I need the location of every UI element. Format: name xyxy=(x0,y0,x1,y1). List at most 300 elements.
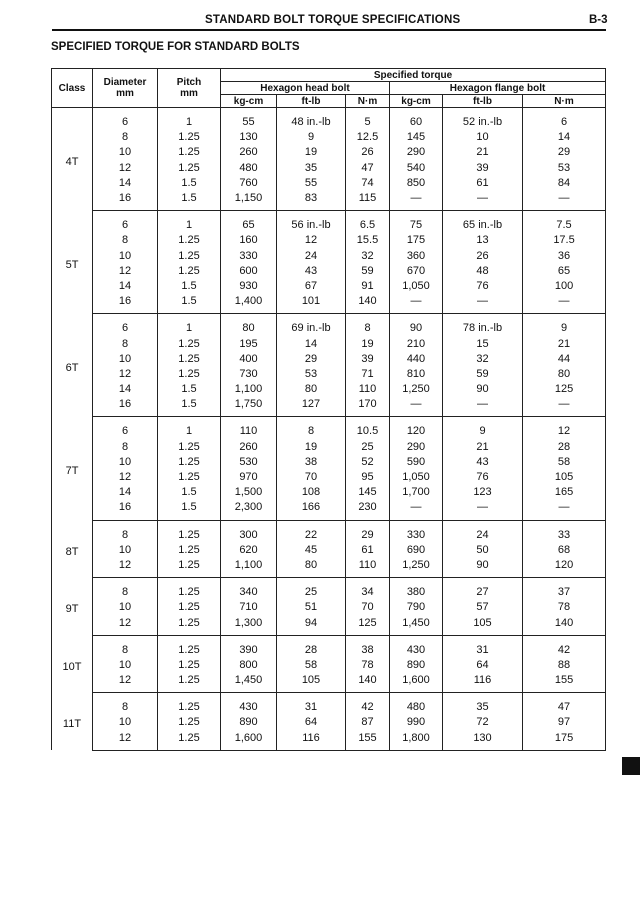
head-kgcm-cell: 1,100 xyxy=(221,382,277,397)
pitch-cell: 1.25 xyxy=(158,440,221,455)
flange-kgcm-cell: — xyxy=(390,294,443,314)
head-ftlb-cell: 51 xyxy=(277,600,346,615)
table-row xyxy=(52,108,606,131)
head-kgcm-cell: 1,150 xyxy=(221,191,277,211)
table-row xyxy=(52,352,606,367)
class-cell: 9T xyxy=(52,578,93,636)
head-nm-cell: 32 xyxy=(346,249,390,264)
flange-nm-cell: 6 xyxy=(523,108,606,131)
head-kgcm-cell: 390 xyxy=(221,635,277,658)
flange-ftlb-cell: 26 xyxy=(443,249,523,264)
flange-kgcm-cell: 690 xyxy=(390,543,443,558)
flange-nm-cell: 37 xyxy=(523,578,606,601)
pitch-header xyxy=(158,69,221,108)
flange-kgcm-cell: 670 xyxy=(390,264,443,279)
pitch-cell: 1.25 xyxy=(158,352,221,367)
pitch-label: Pitch xyxy=(176,77,202,88)
flange-kgcm-cell: 1,250 xyxy=(390,382,443,397)
table-row xyxy=(52,382,606,397)
diameter-cell: 12 xyxy=(93,558,158,578)
flange-nm-cell: 28 xyxy=(523,440,606,455)
head-kgcm-cell: 890 xyxy=(221,715,277,730)
flange-kgcm-cell: 1,600 xyxy=(390,673,443,693)
pitch-cell: 1.5 xyxy=(158,191,221,211)
head-kgcm-cell: 2,300 xyxy=(221,500,277,520)
head-ftlb-cell: 83 xyxy=(277,191,346,211)
head-nm-cell: 52 xyxy=(346,455,390,470)
torque-table xyxy=(51,68,606,751)
flange-kgcm-cell: 810 xyxy=(390,367,443,382)
flange-nm-cell: 21 xyxy=(523,336,606,351)
head-nm-cell: 10.5 xyxy=(346,417,390,440)
diameter-cell: 12 xyxy=(93,264,158,279)
class-header: Class xyxy=(52,69,93,108)
diameter-cell: 10 xyxy=(93,455,158,470)
pitch-cell: 1 xyxy=(158,314,221,337)
head-ftlb-cell: 56 in.-lb xyxy=(277,211,346,234)
table-row xyxy=(52,440,606,455)
flange-ftlb-cell: 78 in.-lb xyxy=(443,314,523,337)
flange-ftlb-cell: 130 xyxy=(443,731,523,751)
pitch-cell: 1.5 xyxy=(158,397,221,417)
unit-header: ft-lb xyxy=(277,95,346,108)
diameter-cell: 16 xyxy=(93,500,158,520)
pitch-cell: 1.25 xyxy=(158,145,221,160)
unit-header: N·m xyxy=(523,95,606,108)
pitch-cell: 1.25 xyxy=(158,455,221,470)
table-row xyxy=(52,543,606,558)
flange-ftlb-cell: 65 in.-lb xyxy=(443,211,523,234)
table-row xyxy=(52,211,606,234)
header-rule xyxy=(52,29,606,31)
head-nm-cell: 34 xyxy=(346,578,390,601)
diameter-cell: 6 xyxy=(93,417,158,440)
head-nm-cell: 110 xyxy=(346,382,390,397)
head-nm-cell: 25 xyxy=(346,440,390,455)
pitch-cell: 1.25 xyxy=(158,558,221,578)
flange-kgcm-cell: 1,700 xyxy=(390,485,443,500)
head-kgcm-cell: 730 xyxy=(221,367,277,382)
head-kgcm-cell: 1,100 xyxy=(221,558,277,578)
table-row xyxy=(52,145,606,160)
pitch-cell: 1.25 xyxy=(158,600,221,615)
head-kgcm-cell: 760 xyxy=(221,176,277,191)
flange-nm-cell: — xyxy=(523,294,606,314)
flange-ftlb-cell: 72 xyxy=(443,715,523,730)
pitch-cell: 1.25 xyxy=(158,615,221,635)
pitch-cell: 1.25 xyxy=(158,658,221,673)
head-ftlb-cell: 22 xyxy=(277,520,346,543)
table-row xyxy=(52,715,606,730)
head-nm-cell: 19 xyxy=(346,336,390,351)
pitch-cell: 1.25 xyxy=(158,520,221,543)
flange-ftlb-cell: 13 xyxy=(443,233,523,248)
head-kgcm-cell: 300 xyxy=(221,520,277,543)
flange-nm-cell: — xyxy=(523,397,606,417)
flange-ftlb-cell: 21 xyxy=(443,145,523,160)
class-cell: 5T xyxy=(52,211,93,314)
table-row xyxy=(52,130,606,145)
flange-nm-cell: 155 xyxy=(523,673,606,693)
pitch-cell: 1.5 xyxy=(158,294,221,314)
pitch-cell: 1.5 xyxy=(158,500,221,520)
pitch-cell: 1 xyxy=(158,417,221,440)
table-row xyxy=(52,279,606,294)
table-row xyxy=(52,336,606,351)
flange-nm-cell: 125 xyxy=(523,382,606,397)
head-ftlb-cell: 14 xyxy=(277,336,346,351)
head-nm-cell: 91 xyxy=(346,279,390,294)
flange-nm-cell: 42 xyxy=(523,635,606,658)
pitch-cell: 1.25 xyxy=(158,367,221,382)
diameter-cell: 16 xyxy=(93,294,158,314)
flange-ftlb-cell: 90 xyxy=(443,382,523,397)
flange-kgcm-cell: 75 xyxy=(390,211,443,234)
flange-ftlb-cell: 43 xyxy=(443,455,523,470)
flange-kgcm-cell: 145 xyxy=(390,130,443,145)
flange-kgcm-cell: 290 xyxy=(390,440,443,455)
table-row xyxy=(52,314,606,337)
flange-kgcm-cell: 175 xyxy=(390,233,443,248)
flange-nm-cell: 97 xyxy=(523,715,606,730)
head-kgcm-cell: 930 xyxy=(221,279,277,294)
head-ftlb-cell: 48 in.-lb xyxy=(277,108,346,131)
diameter-cell: 14 xyxy=(93,279,158,294)
flange-ftlb-cell: 48 xyxy=(443,264,523,279)
table-row xyxy=(52,176,606,191)
flange-kgcm-cell: 850 xyxy=(390,176,443,191)
flange-kgcm-cell: 90 xyxy=(390,314,443,337)
pitch-cell: 1.25 xyxy=(158,543,221,558)
diameter-cell: 14 xyxy=(93,382,158,397)
flange-ftlb-cell: 64 xyxy=(443,658,523,673)
table-row xyxy=(52,249,606,264)
class-cell: 4T xyxy=(52,108,93,211)
head-nm-cell: 78 xyxy=(346,658,390,673)
head-ftlb-cell: 94 xyxy=(277,615,346,635)
head-ftlb-cell: 69 in.-lb xyxy=(277,314,346,337)
flange-ftlb-cell: 116 xyxy=(443,673,523,693)
head-ftlb-cell: 101 xyxy=(277,294,346,314)
flange-ftlb-cell: 31 xyxy=(443,635,523,658)
head-nm-cell: 70 xyxy=(346,600,390,615)
head-nm-cell: 47 xyxy=(346,161,390,176)
flange-ftlb-cell: 76 xyxy=(443,279,523,294)
head-kgcm-cell: 110 xyxy=(221,417,277,440)
head-ftlb-cell: 166 xyxy=(277,500,346,520)
flange-nm-cell: — xyxy=(523,500,606,520)
flange-ftlb-cell: 52 in.-lb xyxy=(443,108,523,131)
flange-ftlb-cell: 27 xyxy=(443,578,523,601)
head-kgcm-cell: 340 xyxy=(221,578,277,601)
head-kgcm-cell: 55 xyxy=(221,108,277,131)
head-nm-cell: 8 xyxy=(346,314,390,337)
head-ftlb-cell: 55 xyxy=(277,176,346,191)
pitch-cell: 1.25 xyxy=(158,635,221,658)
flange-ftlb-cell: — xyxy=(443,397,523,417)
head-ftlb-cell: 8 xyxy=(277,417,346,440)
flange-ftlb-cell: 21 xyxy=(443,440,523,455)
flange-nm-cell: 120 xyxy=(523,558,606,578)
head-ftlb-cell: 43 xyxy=(277,264,346,279)
flange-kgcm-cell: 290 xyxy=(390,145,443,160)
pitch-cell: 1.25 xyxy=(158,233,221,248)
flange-kgcm-cell: 1,250 xyxy=(390,558,443,578)
head-nm-cell: 230 xyxy=(346,500,390,520)
diameter-cell: 8 xyxy=(93,578,158,601)
flange-kgcm-cell: — xyxy=(390,397,443,417)
pitch-cell: 1.25 xyxy=(158,130,221,145)
page-header-title: STANDARD BOLT TORQUE SPECIFICATIONS xyxy=(205,14,461,26)
diameter-cell: 12 xyxy=(93,731,158,751)
pitch-cell: 1 xyxy=(158,108,221,131)
pitch-cell: 1 xyxy=(158,211,221,234)
head-kgcm-cell: 400 xyxy=(221,352,277,367)
diameter-cell: 10 xyxy=(93,249,158,264)
flange-kgcm-cell: 1,050 xyxy=(390,279,443,294)
flange-nm-cell: 44 xyxy=(523,352,606,367)
head-nm-cell: 87 xyxy=(346,715,390,730)
unit-header: kg-cm xyxy=(221,95,277,108)
table-row xyxy=(52,635,606,658)
flange-ftlb-cell: 90 xyxy=(443,558,523,578)
flange-kgcm-cell: 590 xyxy=(390,455,443,470)
pitch-cell: 1.5 xyxy=(158,485,221,500)
table-row xyxy=(52,693,606,716)
diameter-cell: 12 xyxy=(93,615,158,635)
head-kgcm-cell: 800 xyxy=(221,658,277,673)
diameter-cell: 6 xyxy=(93,211,158,234)
flange-ftlb-cell: 59 xyxy=(443,367,523,382)
pitch-cell: 1.25 xyxy=(158,264,221,279)
section-title: SPECIFIED TORQUE FOR STANDARD BOLTS xyxy=(51,41,300,53)
head-nm-cell: 170 xyxy=(346,397,390,417)
diameter-cell: 12 xyxy=(93,161,158,176)
flange-ftlb-cell: 50 xyxy=(443,543,523,558)
head-ftlb-cell: 25 xyxy=(277,578,346,601)
flange-nm-cell: — xyxy=(523,191,606,211)
flange-nm-cell: 14 xyxy=(523,130,606,145)
pitch-cell: 1.5 xyxy=(158,382,221,397)
diameter-cell: 12 xyxy=(93,470,158,485)
head-nm-cell: 59 xyxy=(346,264,390,279)
head-ftlb-cell: 80 xyxy=(277,558,346,578)
head-kgcm-cell: 260 xyxy=(221,145,277,160)
diameter-cell: 16 xyxy=(93,397,158,417)
head-ftlb-cell: 105 xyxy=(277,673,346,693)
head-ftlb-cell: 67 xyxy=(277,279,346,294)
pitch-cell: 1.25 xyxy=(158,715,221,730)
diameter-cell: 8 xyxy=(93,336,158,351)
diameter-cell: 8 xyxy=(93,440,158,455)
diameter-header xyxy=(93,69,158,108)
flange-nm-cell: 84 xyxy=(523,176,606,191)
flange-ftlb-cell: 39 xyxy=(443,161,523,176)
table-row xyxy=(52,615,606,635)
flange-ftlb-cell: 24 xyxy=(443,520,523,543)
diameter-cell: 14 xyxy=(93,485,158,500)
flange-kgcm-cell: 330 xyxy=(390,520,443,543)
diameter-cell: 10 xyxy=(93,145,158,160)
flange-ftlb-cell: 35 xyxy=(443,693,523,716)
class-cell: 6T xyxy=(52,314,93,417)
head-ftlb-cell: 19 xyxy=(277,440,346,455)
flange-kgcm-cell: 890 xyxy=(390,658,443,673)
diameter-cell: 10 xyxy=(93,600,158,615)
head-nm-cell: 140 xyxy=(346,673,390,693)
flange-ftlb-cell: — xyxy=(443,191,523,211)
flange-ftlb-cell: 57 xyxy=(443,600,523,615)
head-kgcm-cell: 330 xyxy=(221,249,277,264)
head-ftlb-cell: 19 xyxy=(277,145,346,160)
table-row xyxy=(52,485,606,500)
head-kgcm-cell: 480 xyxy=(221,161,277,176)
head-kgcm-cell: 1,400 xyxy=(221,294,277,314)
head-nm-cell: 74 xyxy=(346,176,390,191)
head-nm-cell: 71 xyxy=(346,367,390,382)
head-ftlb-cell: 45 xyxy=(277,543,346,558)
head-ftlb-cell: 70 xyxy=(277,470,346,485)
table-row xyxy=(52,578,606,601)
table-row xyxy=(52,658,606,673)
diameter-cell: 14 xyxy=(93,176,158,191)
flange-kgcm-cell: 380 xyxy=(390,578,443,601)
diameter-label: Diameter xyxy=(103,77,147,88)
flange-kgcm-cell: 440 xyxy=(390,352,443,367)
head-nm-cell: 42 xyxy=(346,693,390,716)
head-kgcm-cell: 600 xyxy=(221,264,277,279)
head-ftlb-cell: 58 xyxy=(277,658,346,673)
flange-ftlb-cell: 61 xyxy=(443,176,523,191)
flange-nm-cell: 33 xyxy=(523,520,606,543)
flange-ftlb-cell: 105 xyxy=(443,615,523,635)
flange-ftlb-cell: — xyxy=(443,500,523,520)
flange-nm-cell: 65 xyxy=(523,264,606,279)
flange-kgcm-cell: — xyxy=(390,500,443,520)
head-kgcm-cell: 65 xyxy=(221,211,277,234)
head-ftlb-cell: 108 xyxy=(277,485,346,500)
head-ftlb-cell: 64 xyxy=(277,715,346,730)
flange-kgcm-cell: 1,450 xyxy=(390,615,443,635)
unit-header: kg-cm xyxy=(390,95,443,108)
table-row xyxy=(52,520,606,543)
diameter-cell: 8 xyxy=(93,693,158,716)
flange-nm-cell: 175 xyxy=(523,731,606,751)
head-nm-cell: 26 xyxy=(346,145,390,160)
flange-nm-cell: 78 xyxy=(523,600,606,615)
class-cell: 10T xyxy=(52,635,93,693)
flange-ftlb-cell: 32 xyxy=(443,352,523,367)
head-kgcm-cell: 1,450 xyxy=(221,673,277,693)
class-cell: 7T xyxy=(52,417,93,520)
diameter-cell: 8 xyxy=(93,520,158,543)
specified-torque-header: Specified torque xyxy=(221,69,606,82)
head-kgcm-cell: 1,600 xyxy=(221,731,277,751)
table-row xyxy=(52,294,606,314)
pitch-cell: 1.25 xyxy=(158,731,221,751)
pitch-cell: 1.25 xyxy=(158,249,221,264)
head-ftlb-cell: 9 xyxy=(277,130,346,145)
flange-nm-cell: 7.5 xyxy=(523,211,606,234)
flange-nm-cell: 36 xyxy=(523,249,606,264)
table-body xyxy=(52,108,606,751)
head-kgcm-cell: 530 xyxy=(221,455,277,470)
flange-ftlb-cell: 10 xyxy=(443,130,523,145)
head-nm-cell: 140 xyxy=(346,294,390,314)
head-ftlb-cell: 12 xyxy=(277,233,346,248)
diameter-cell: 10 xyxy=(93,352,158,367)
pitch-unit: mm xyxy=(180,88,198,99)
table-row xyxy=(52,233,606,248)
flange-nm-cell: 80 xyxy=(523,367,606,382)
diameter-cell: 12 xyxy=(93,673,158,693)
table-row xyxy=(52,731,606,751)
head-nm-cell: 155 xyxy=(346,731,390,751)
diameter-cell: 12 xyxy=(93,367,158,382)
flange-kgcm-cell: — xyxy=(390,191,443,211)
head-kgcm-cell: 710 xyxy=(221,600,277,615)
head-ftlb-cell: 31 xyxy=(277,693,346,716)
flange-ftlb-cell: 76 xyxy=(443,470,523,485)
class-cell: 11T xyxy=(52,693,93,751)
pitch-cell: 1.25 xyxy=(158,161,221,176)
flange-nm-cell: 58 xyxy=(523,455,606,470)
table-row xyxy=(52,264,606,279)
head-kgcm-cell: 970 xyxy=(221,470,277,485)
head-nm-cell: 61 xyxy=(346,543,390,558)
head-ftlb-cell: 35 xyxy=(277,161,346,176)
pitch-cell: 1.25 xyxy=(158,578,221,601)
diameter-cell: 10 xyxy=(93,658,158,673)
pitch-cell: 1.5 xyxy=(158,176,221,191)
head-nm-cell: 12.5 xyxy=(346,130,390,145)
head-nm-cell: 95 xyxy=(346,470,390,485)
unit-header: ft-lb xyxy=(443,95,523,108)
flange-kgcm-cell: 360 xyxy=(390,249,443,264)
head-nm-cell: 29 xyxy=(346,520,390,543)
flange-kgcm-cell: 60 xyxy=(390,108,443,131)
flange-nm-cell: 9 xyxy=(523,314,606,337)
head-kgcm-cell: 260 xyxy=(221,440,277,455)
diameter-cell: 10 xyxy=(93,715,158,730)
table-row xyxy=(52,417,606,440)
pitch-cell: 1.25 xyxy=(158,336,221,351)
head-nm-cell: 110 xyxy=(346,558,390,578)
pitch-cell: 1.25 xyxy=(158,673,221,693)
flange-nm-cell: 68 xyxy=(523,543,606,558)
diameter-cell: 6 xyxy=(93,314,158,337)
table-row xyxy=(52,500,606,520)
diameter-cell: 8 xyxy=(93,130,158,145)
head-nm-cell: 115 xyxy=(346,191,390,211)
table-row xyxy=(52,470,606,485)
flange-kgcm-cell: 1,050 xyxy=(390,470,443,485)
head-nm-cell: 6.5 xyxy=(346,211,390,234)
table-row xyxy=(52,455,606,470)
head-kgcm-cell: 160 xyxy=(221,233,277,248)
head-kgcm-cell: 430 xyxy=(221,693,277,716)
head-nm-cell: 38 xyxy=(346,635,390,658)
head-kgcm-cell: 80 xyxy=(221,314,277,337)
head-kgcm-cell: 620 xyxy=(221,543,277,558)
table-row xyxy=(52,673,606,693)
flange-nm-cell: 140 xyxy=(523,615,606,635)
flange-kgcm-cell: 210 xyxy=(390,336,443,351)
diameter-cell: 8 xyxy=(93,635,158,658)
pitch-cell: 1.5 xyxy=(158,279,221,294)
diameter-unit: mm xyxy=(116,88,134,99)
page-number: B-3 xyxy=(589,14,608,26)
